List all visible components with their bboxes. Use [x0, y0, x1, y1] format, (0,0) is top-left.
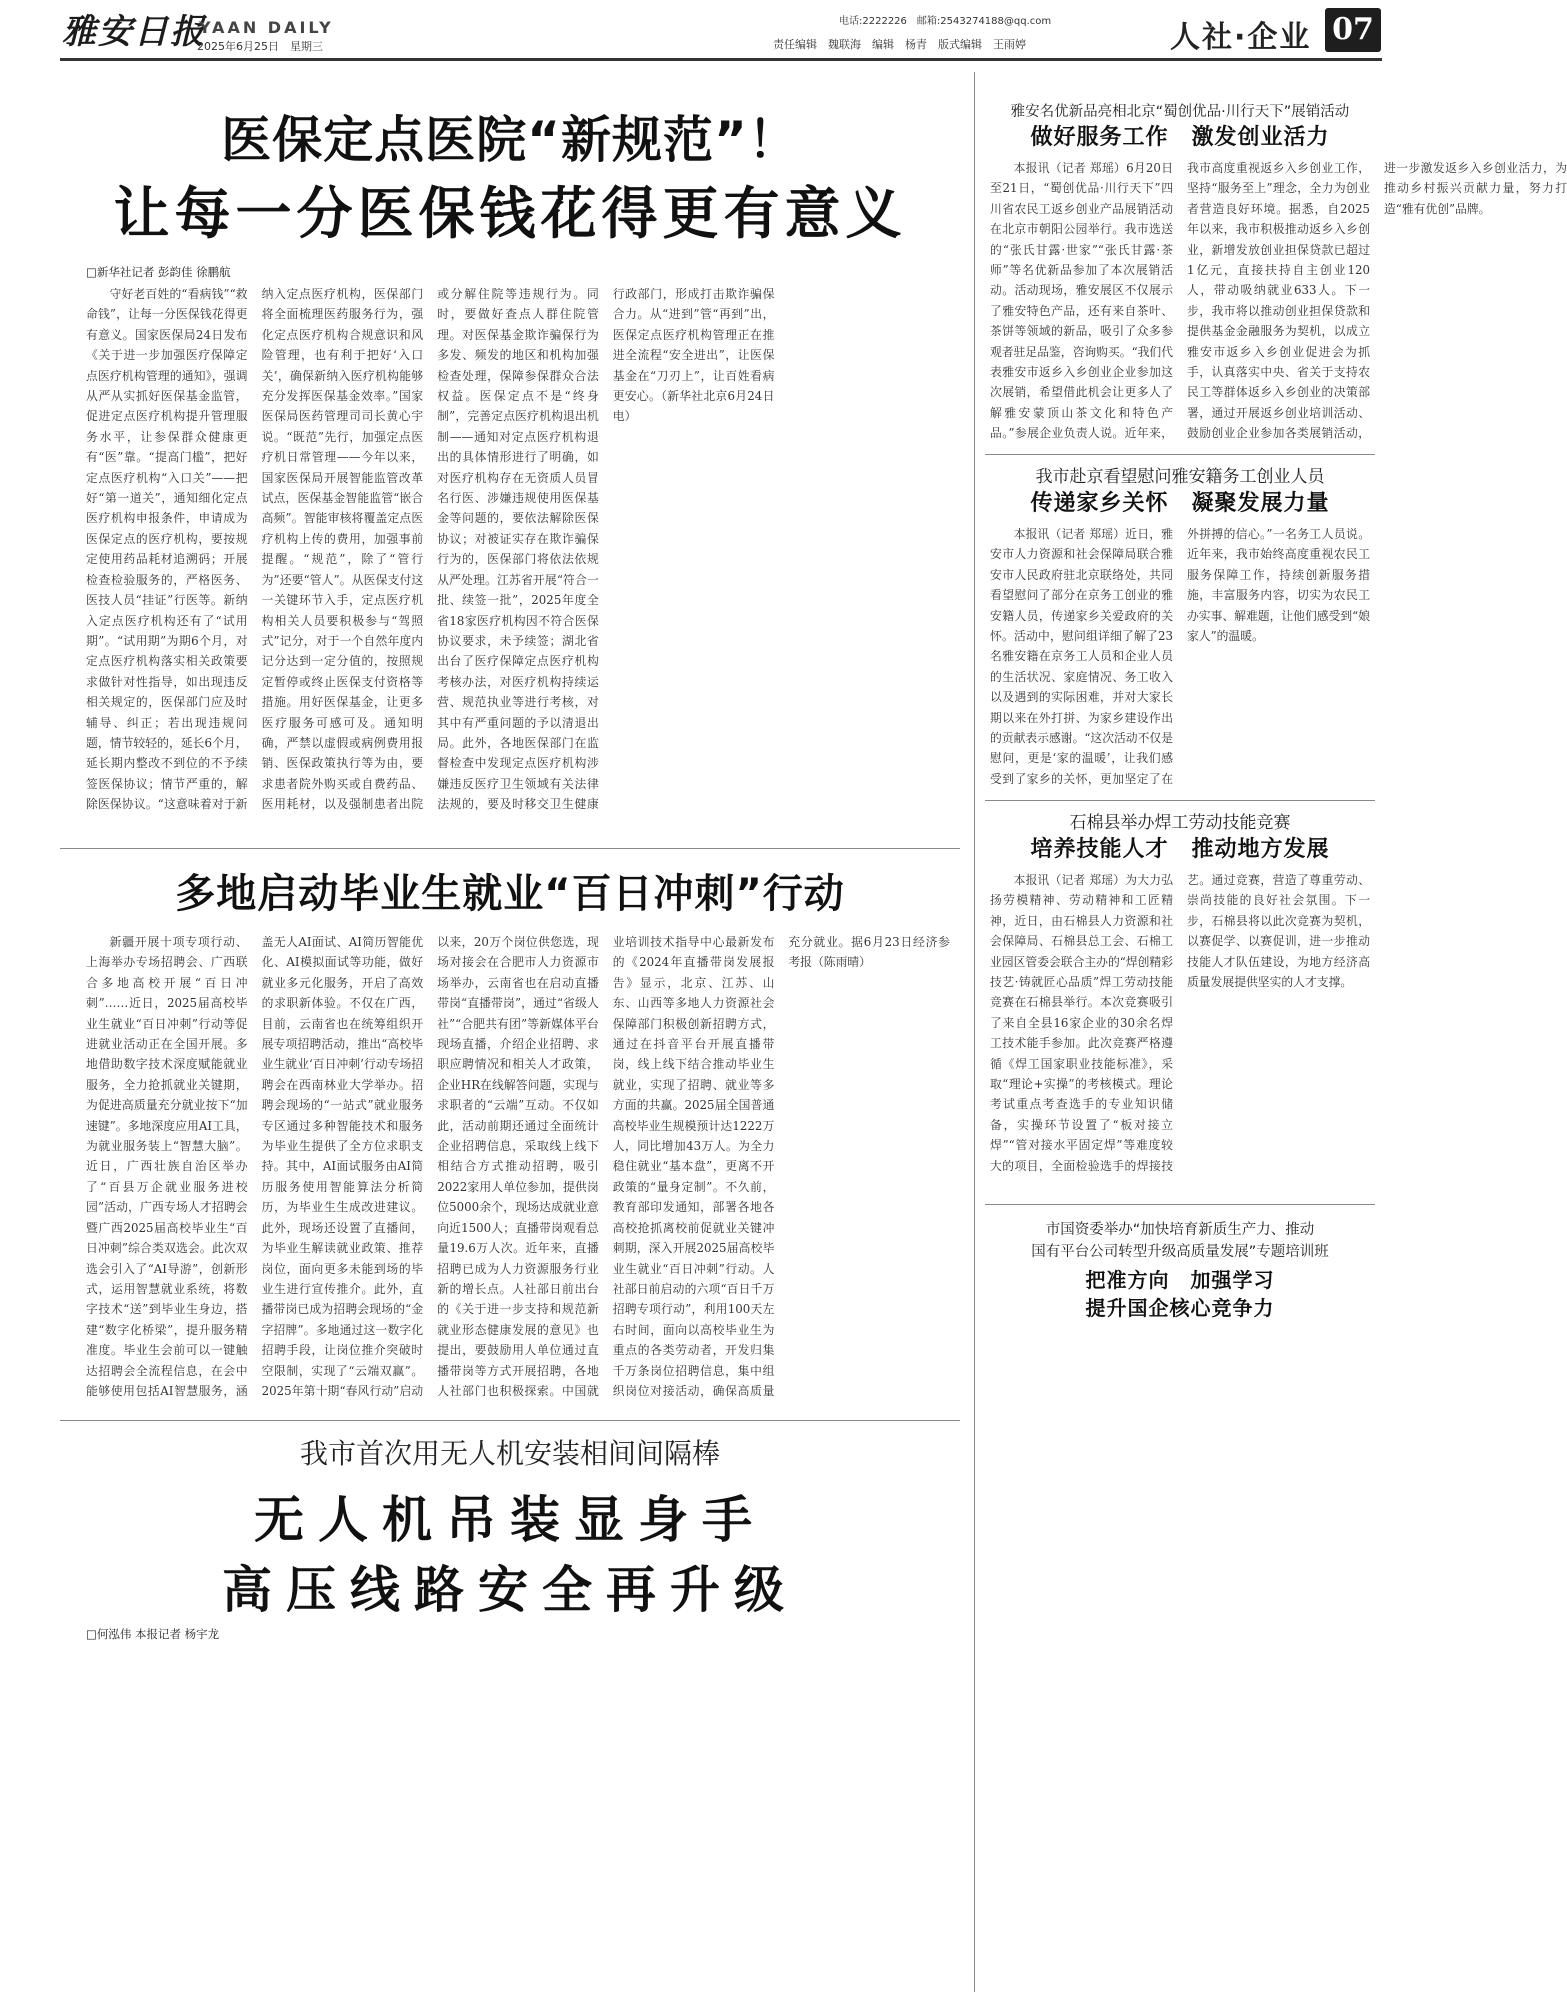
a3-headline-1: 无人机吊装显身手	[254, 1491, 766, 1549]
a1-headline-1: 医保定点医院“新规范”！	[221, 111, 799, 169]
masthead-rule	[60, 58, 1382, 61]
masthead-editors: 责任编辑 魏联海 编辑 杨青 版式编辑 王雨婷	[773, 38, 1026, 51]
r3-kicker: 石棉县举办焊工劳动技能竞赛	[1069, 813, 1291, 833]
a3-headline-2: 高压线路安全再升级	[222, 1561, 798, 1619]
a3-byline: □何泓伟 本报记者 杨宇龙	[86, 1627, 220, 1641]
r2-headline: 传递家乡关怀 凝聚发展力量	[1030, 491, 1330, 516]
r4-kicker-1: 市国资委举办“加快培育新质生产力、推动	[1045, 1222, 1315, 1238]
masthead-latin: YAAN DAILY	[199, 18, 334, 37]
r3-body: 本报讯（记者 郑瑶）为大力弘扬劳模精神、劳动精神和工匠精神，近日，由石棉县人力资源和社会保障局、石棉县总工会、石棉工业园区管委会联合主办的“焊创精彩技艺·铸就匠心品质”焊工劳动技能竞赛在石棉县举行。本次竞赛吸引了来自全县16家企业的30余名焊工技术能手参加。此次竞赛严格遵循《焊工国家职业技能标准》，采取“理论+实操”的考核模式。理论考试重点考查选手的专业知识储备，实操环节设置了“板对接立焊”“管对接水平固定焊”等难度较大的项目，全面检验选手的焊接技艺。通过竞赛，营造了尊重劳动、崇尚技能的良好社会氛围。下一步，石棉县将以此次竞赛为契机，以赛促学、以赛促训，进一步推动技能人才队伍建设，为地方经济高质量发展提供坚实的人才支撑。	[990, 873, 1370, 1173]
masthead-date: 2025年6月25日 星期三	[197, 40, 323, 53]
a1-body: 守好老百姓的“看病钱”“救命钱”，让每一分医保钱花得更有意义。国家医保局24日发布《关于进一步加强医疗保障定点医疗机构管理的通知》，强调从严从实抓好医保基金监管，促进定点医疗机构提升管理服务水平，让参保群众健康更有“医”靠。“提高门槛”，把好定点医疗机构“入口关”——把好“第一道关”，通知细化定点医疗机构申报条件，申请成为医保定点的医疗机构，要按规定使用药品耗材追溯码；开展检查检验服务的，严格医务、医技人员“挂证”行医等。新纳入定点医疗机构还有了“试用期”。“试用期”为期6个月，对定点医疗机构落实相关政策要求做针对性指导，如出现违反相关规定的，医保部门应及时辅导、纠正；若出现违规问题，情节较轻的，延长6个月，延长期内整改不到位的不予续签医保协议；情节严重的，解除医保协议。“这意味着对于新纳入定点医疗机构，医保部门将全面梳理医药服务行为，强化定点医疗机构合规意识和风险管理，也有利于把好‘入口关’，确保新纳入医疗机构能够充分发挥医保基金效率。”国家医保局医药管理司司长黄心宇说。“既范”先行，加强定点医疗机日常管理——今年以来，国家医保局开展智能监管改革试点，医保基金智能监管“嵌合高频”。智能审核将覆盖定点医疗机构上传的费用，加强事前提醒。“规范”，除了“管行为”还要“管人”。从医保支付这一关键环节入手，定点医疗机构相关人员要积极参与“驾照式”记分，对于一个自然年度内记分达到一定分值的，按照规定暂停或终止医保支付资格等措施。用好医保基金，让更多医疗服务可感可及。通知明确，严禁以虚假或病例费用报销、医保政策执行等为由，要求患者院外购买或自费药品、医用耗材，以及强制患者出院或分解住院等违规行为。同时，要做好查点人群住院管理。对医保基金欺诈骗保行为多发、频发的地区和机构加强检查处理，保障参保群众合法权益。医保定点不是“终身制”，完善定点医疗机构退出机制——通知对定点医疗机构退出的具体情形进行了明确，如对医疗机构存在无资质人员冒名行医、涉嫌违规使用医保基金等问题的，要依法解除医保协议；对被证实存在欺诈骗保行为的，医保部门将依法依规从严处理。江苏省开展“符合一批、续签一批”，2025年度全省18家医疗机构因不符合医保协议要求，未予续签；湖北省出台了医疗保障定点医疗机构考核办法，对医疗机构持续运营、规范执业等进行考核，对其中有严重问题的予以清退出局。此外，各地医保部门在监督检查中发现定点医疗机构涉嫌违反医疗卫生领域有关法律法规的，要及时移交卫生健康行政部门，形成打击欺诈骗保合力。从“进到”管“再到”出，医保定点医疗机构管理正在推进全流程“安全进出”，让医保基金在“刀刃上”，让百姓看病更安心。（新华社北京6月24日电）	[86, 287, 775, 812]
r3-bottom-rule	[985, 1204, 1375, 1205]
a2-bottom-rule	[60, 1420, 960, 1421]
r2-bottom-rule	[985, 800, 1375, 801]
r1-body: 本报讯（记者 郑瑶）6月20日至21日，“蜀创优品·川行天下”四川省农民工返乡创业产品展销活动在北京市朝阳公园举行。我市选送的“张氏甘露·世家”“张氏甘露·茶师”等名优新品参加了本次展销活动。活动现场，雅安展区不仅展示了雅安特色产品，还有来自茶叶、茶饼等领域的新品，吸引了众多参观者驻足品鉴，咨询购买。“我们代表雅安市返乡入乡创业企业参加这次展销，希望借此机会让更多人了解雅安蒙顶山茶文化和特色产品。”参展企业负责人说。近年来，我市高度重视返乡入乡创业工作，坚持“服务至上”理念，全力为创业者营造良好环境。据悉，自2025年以来，我市积极推动返乡入乡创业，新增发放创业担保贷款已超过1亿元，直接扶持自主创业120人，带动吸纳就业633人。下一步，我市将以推动创业担保贷款和提供基金金融服务为契机，以成立雅安市返乡入乡创业促进会为抓手，认真落实中央、省关于支持农民工等群体返乡入乡创业的决策部署，通过开展返乡创业培训活动、鼓励创业企业参加各类展销活动，进一步激发返乡入乡创业活力，为推动乡村振兴贡献力量，努力打造“雅有优创”品牌。	[990, 161, 1567, 441]
page-number: 07	[1332, 12, 1374, 47]
r4-kicker-2: 国有平台公司转型升级高质量发展”专题培训班	[1031, 1244, 1329, 1260]
r4-headline-1: 把准方向 加强学习	[1085, 1268, 1275, 1292]
r1-kicker: 雅安名优新品亮相北京“蜀创优品·川行天下”展销活动	[1010, 104, 1350, 120]
masthead-contact: 电话:2222226 邮箱:2543274188@qq.com	[839, 16, 1052, 27]
a2-headline: 多地启动毕业生就业“百日冲刺”行动	[175, 871, 845, 917]
r4-headline-2: 提升国企核心竞争力	[1085, 1296, 1275, 1320]
r2-kicker: 我市赴京看望慰问雅安籍务工创业人员	[1035, 467, 1325, 487]
a1-headline-2: 让每一分医保钱花得更有意义	[113, 182, 907, 247]
masthead-logo: 雅安日报	[62, 12, 206, 52]
a1-bottom-rule	[60, 848, 960, 849]
a3-kicker: 我市首次用无人机安装相间间隔棒	[299, 1437, 720, 1470]
column-divider	[974, 72, 975, 1992]
a2-body: 新疆开展十项专项行动、上海举办专场招聘会、广西联合多地高校开展“百日冲刺”……近日，2025届高校毕业生就业“百日冲刺”行动等促进就业活动正在全国开展。多地借助数字技术深度赋能就业服务，全力抢抓就业关键期，为促进高质量充分就业按下“加速键”。多地深度应用AI工具，为就业服务装上“智慧大脑”。近日，广西壮族自治区举办了“百县万企就业服务进校园”活动，广西专场人才招聘会暨广西2025届高校毕业生“百日冲刺”综合类双选会。此次双选会引入了“AI导游”，创新形式，运用智慧就业系统，将数字技术“送”到毕业生身边，搭建“数字化桥梁”，提升服务精准度。毕业生会前可以一键触达招聘会全流程信息，在会中能够使用包括AI智慧服务，涵盖无人AI面试、AI简历智能优化、AI模拟面试等功能，做好就业多元化服务，开启了高效的求职新体验。不仅在广西，目前，云南省也在统筹组织开展专项招聘活动，推出“高校毕业生就业‘百日冲刺’行动专场招聘会在西南林业大学举办。招聘会现场的“一站式”就业服务专区通过多种智能技术和服务为毕业生提供了全方位求职支持。其中，AI面试服务由AI简历服务使用智能算法分析简历，为毕业生生成改进建议。此外，现场还设置了直播间，为毕业生解读就业政策、推荐岗位，面向更多未能到场的毕业生进行宣传推介。此外，直播带岗已成为招聘会现场的“金字招牌”。多地通过这一数字化招聘手段，让岗位推介突破时空限制，实现了“云端双赢”。2025年第十期“春风行动”启动以来，20万个岗位供您选，现场对接会在合肥市人力资源市场举办，云南省也在启动直播带岗“直播带岗”，通过“省级人社”“合肥共有团”等新媒体平台现场直播，介绍企业招聘、求职应聘情况和相关人才政策，企业HR在线解答问题，实现与求职者的“云端”互动。不仅如此，活动前期还通过全面统计企业招聘信息，采取线上线下相结合方式推动招聘，吸引2022家用人单位参加，提供岗位5000余个，现场达成就业意向近1500人；直播带岗观看总量19.6万人次。近年来，直播招聘已成为人力资源服务行业新的增长点。人社部日前出台的《关于进一步支持和规范新就业形态健康发展的意见》也提出，要鼓励用人单位通过直播带岗等方式开展招聘，各地人社部门也积极探索。中国就业培训技术指导中心最新发布的《2024年直播带岗发展报告》显示，北京、江苏、山东、山西等多地人力资源社会保障部门积极创新招聘方式，通过在抖音平台开展直播带岗，线上线下结合推动毕业生就业，实现了招聘、就业等多方面的共赢。2025届全国普通高校毕业生规模预计达1222万人，同比增加43万人。为全力稳住就业“基本盘”，更离不开政策的“量身定制”。不久前，教育部印发通知，部署各地各高校抢抓离校前促就业关键冲刺期，深入开展2025届高校毕业生就业“百日冲刺”行动。人社部日前启动的六项“百日千万招聘专项行动”，利用100天左右时间，面向以高校毕业生为重点的各类劳动者，开发归集千万条岗位招聘信息，集中组织岗位对接活动，确保高质量充分就业。据6月23日经济参考报（陈雨晴）	[86, 935, 950, 1398]
r1-headline: 做好服务工作 激发创业活力	[1030, 125, 1330, 150]
a1-byline: □新华社记者 彭韵佳 徐鹏航	[86, 265, 231, 279]
r2-body: 本报讯（记者 郑瑶）近日，雅安市人力资源和社会保障局联合雅安市人民政府驻北京联络处，共同看望慰问了部分在京务工创业的雅安籍人员，传递家乡关爱政府的关怀。活动中，慰问组详细了解了23名雅安籍在京务工人员和企业人员的生活状况、家庭情况、务工收入以及遇到的实际困难，并对大家长期以来在外打拼、为家乡建设作出的贡献表示感谢。“这次活动不仅是慰问，更是‘家的温暖’，让我们感受到了家乡的关怀，更加坚定了在外拼搏的信心。”一名务工人员说。近年来，我市始终高度重视农民工服务保障工作，持续创新服务措施，丰富服务内容，切实为农民工办实事、解难题，让他们感受到“娘家人”的温暖。	[990, 527, 1370, 786]
r1-bottom-rule	[985, 454, 1375, 455]
r3-headline: 培养技能人才 推动地方发展	[1030, 837, 1330, 862]
section-label: 人社·企业	[1170, 20, 1312, 55]
